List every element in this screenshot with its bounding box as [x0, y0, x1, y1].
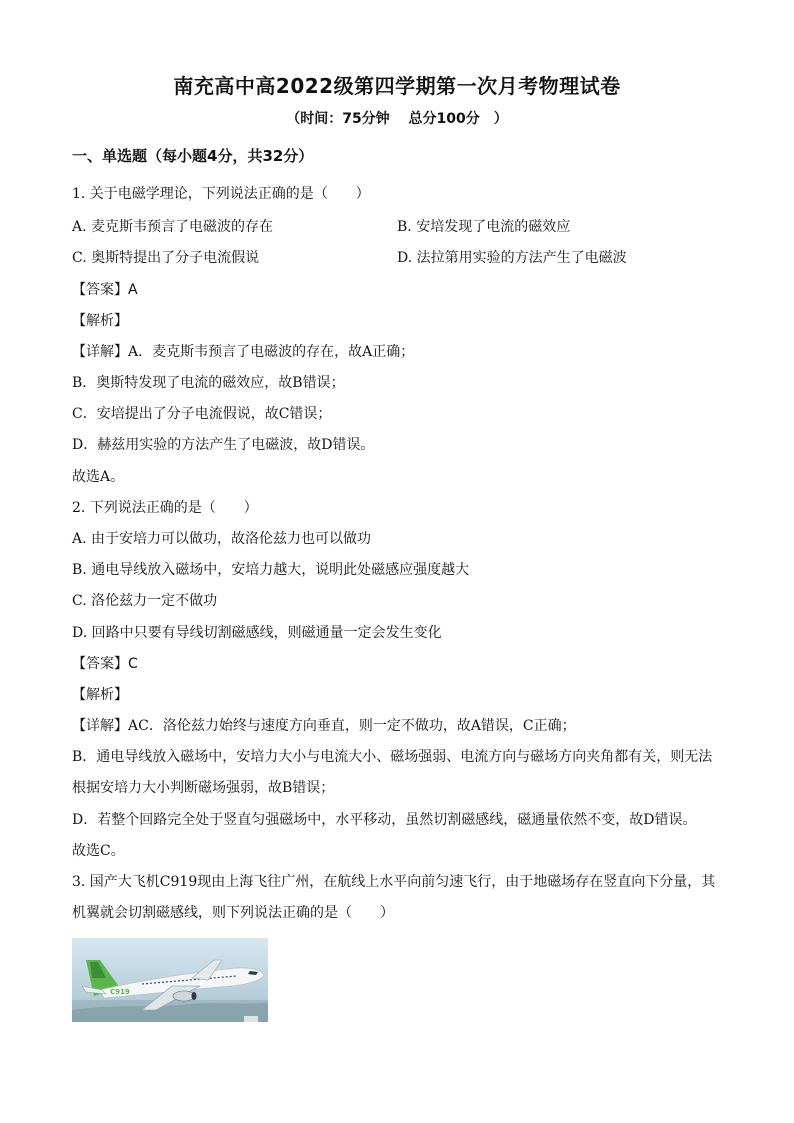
question-3-stem-line: 机翼就会切割磁感线，则下列说法正确的是（ ） [72, 905, 394, 921]
question-2-analysis-label: 【解析】 [72, 687, 128, 703]
question-1-option-d: D. 法拉第用实验的方法产生了电磁波 [397, 250, 627, 266]
question-2-stem: 2. 下列说法正确的是（ ） [72, 500, 258, 516]
question-1-detail-line: D．赫兹用实验的方法产生了电磁波，故D错误。 [72, 437, 375, 453]
question-3-stem-line: 3. 国产大飞机C919现由上海飞往广州，在航线上水平向前匀速飞行，由于地磁场存在竖直向下分量，其 [72, 874, 716, 890]
section-heading: 一、单选题（每小题4分，共32分） [72, 147, 314, 165]
question-2-option-a: A. 由于安培力可以做功，故洛伦兹力也可以做功 [72, 531, 372, 547]
question-1-answer: 【答案】A [72, 282, 138, 298]
question-2-detail-line: B．通电导线放入磁场中，安培力大小与电流大小、磁场强弱、电流方向与磁场方向夹角都有关，则无法 [72, 749, 713, 765]
page-title: 南充高中高2022级第四学期第一次月考物理试卷 [173, 74, 621, 98]
question-1-option-c: C. 奥斯特提出了分子电流假说 [72, 250, 260, 266]
question-1-conclusion: 故选A。 [72, 469, 125, 485]
question-1-option-a: A. 麦克斯韦预言了电磁波的存在 [72, 219, 274, 235]
question-1-detail-line: C．安培提出了分子电流假说，故C错误； [72, 406, 332, 422]
fuselage-label: C919 [110, 988, 130, 996]
question-2-detail-line: D．若整个回路完全处于竖直匀强磁场中，水平移动，虽然切割磁感线，磁通量依然不变，故D错误。 [72, 812, 697, 828]
question-1-analysis-label: 【解析】 [72, 313, 128, 329]
question-2-conclusion: 故选C。 [72, 843, 125, 859]
question-2-option-b: B. 通电导线放入磁场中，安培力越大，说明此处磁感应强度越大 [72, 562, 470, 578]
question-2-detail-line: 根据安培力大小判断磁场强弱，故B错误； [72, 780, 335, 796]
question-1-option-b: B. 安培发现了电流的磁效应 [397, 219, 571, 235]
airplane-photo [72, 938, 268, 1022]
question-2-option-c: C. 洛伦兹力一定不做功 [72, 593, 218, 609]
question-2-option-d: D. 回路中只要有导线切割磁感线，则磁通量一定会发生变化 [72, 625, 442, 641]
question-2-detail-line: 【详解】AC．洛伦兹力始终与速度方向垂直，则一定不做功，故A错误，C正确； [72, 718, 576, 734]
page-subtitle: （时间：75分钟 总分100分 ） [286, 111, 508, 127]
question-1-detail-line: 【详解】A．麦克斯韦预言了电磁波的存在，故A正确； [72, 344, 415, 360]
question-2-answer: 【答案】C [72, 656, 138, 672]
question-1-detail-line: B．奥斯特发现了电流的磁效应，故B错误； [72, 375, 345, 391]
question-1-stem: 1. 关于电磁学理论，下列说法正确的是（ ） [72, 186, 370, 202]
